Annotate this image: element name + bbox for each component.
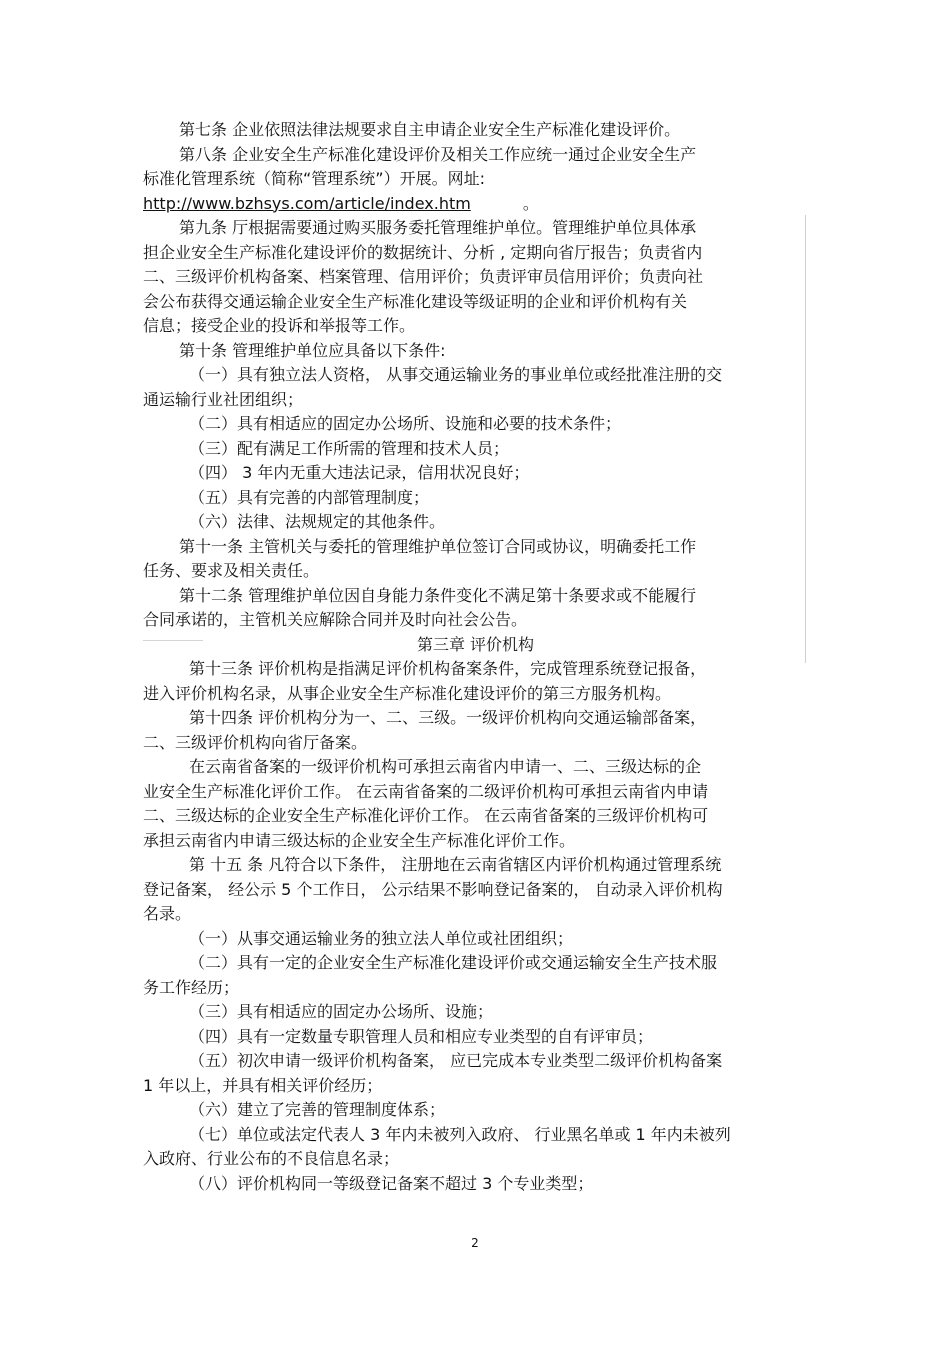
website-link[interactable]: http://www.bzhsys.com/article/index.htm — [143, 193, 471, 213]
text-line: （二）具有一定的企业安全生产标准化建设评价或交通运输安全生产技术服 — [189, 953, 718, 972]
text-line: （四） 3 年内无重大违法记录，信用状况良好； — [189, 463, 530, 482]
text-line: 务工作经历； — [143, 977, 240, 997]
text-line: （五）初次申请一级评价机构备案， 应已完成本专业类型二级评价机构备案 — [189, 1051, 723, 1070]
text-line: 第十条 管理维护单位应具备以下条件: — [179, 340, 446, 360]
text-line: （七）单位或法定代表人 3 年内未被列入政府、 行业黑名单或 1 年内未被列 — [189, 1124, 731, 1144]
text-line: 登记备案， 经公示 5 个工作日， 公示结果不影响登记备案的， 自动录入评价机构 — [143, 879, 723, 899]
text-line: （二）具有相适应的固定办公场所、设施和必要的技术条件； — [189, 414, 622, 433]
text-line: 二、三级评价机构向省厅备案。 — [143, 732, 368, 752]
text-line: （六）法律、法规规定的其他条件。 — [189, 512, 446, 531]
text-line: （三）配有满足工作所需的管理和技术人员； — [189, 438, 510, 458]
text-line: 信息；接受企业的投诉和举报等工作。 — [143, 316, 416, 335]
text-line: （三）具有相适应的固定办公场所、设施； — [189, 1002, 494, 1021]
text-line: 第 十五 条 凡符合以下条件， 注册地在云南省辖区内评价机构通过管理系统 — [189, 855, 722, 874]
document-body — [143, 118, 808, 1196]
text-line: 担企业安全生产标准化建设评价的数据统计、分析 , 定期向省厅报告；负责省内 — [143, 242, 703, 262]
link-suffix: 。 — [522, 193, 539, 213]
text-line: 1 年以上，并具有相关评价经历； — [143, 1075, 383, 1095]
text-line: 第十四条 评价机构分为一、二、三级。一级评价机构向交通运输部备案， — [189, 708, 707, 727]
text-line: （八）评价机构同一等级登记备案不超过 3 个专业类型； — [189, 1173, 594, 1193]
text-line: 第十三条 评价机构是指满足评价机构备案条件，完成管理系统登记报备， — [189, 659, 707, 678]
text-line: 二、三级达标的企业安全生产标准化评价工作。 在云南省备案的三级评价机构可 — [143, 806, 709, 825]
text-line: 入政府、行业公布的不良信息名录； — [143, 1149, 400, 1168]
text-line: 会公布获得交通运输企业安全生产标准化建设等级证明的企业和评价机构有关 — [143, 291, 688, 311]
text-line: 第十二条 管理维护单位因自身能力条件变化不满足第十条要求或不能履行 — [179, 585, 697, 605]
text-line: 标准化管理系统（简称“管理系统”）开展。网址: — [143, 169, 485, 188]
page-number: 2 — [471, 1236, 479, 1250]
text-line: 名录。 — [143, 904, 192, 923]
text-line: （五）具有完善的内部管理制度； — [189, 487, 430, 507]
text-line: 在云南省备案的一级评价机构可承担云南省内申请一、二、三级达标的企 — [189, 757, 702, 776]
horizontal-rule — [143, 640, 203, 641]
text-line: （一）具有独立法人资格， 从事交通运输业务的事业单位或经批准注册的交 — [189, 365, 723, 384]
text-line: （一）从事交通运输业务的独立法人单位或社团组织； — [189, 928, 574, 948]
vertical-rule — [805, 215, 806, 663]
text-line: 业安全生产标准化评价工作。 在云南省备案的二级评价机构可承担云南省内申请 — [143, 781, 709, 801]
text-line: 任务、要求及相关责任。 — [143, 561, 320, 580]
text-line: 通运输行业社团组织； — [143, 389, 304, 409]
text-line: 第八条 企业安全生产标准化建设评价及相关工作应统一通过企业安全生产 — [179, 144, 697, 164]
text-line: 第九条 厅根据需要通过购买服务委托管理维护单位。管理维护单位具体承 — [179, 218, 697, 237]
text-line — [143, 192, 808, 217]
text-line: 进入评价机构名录，从事企业安全生产标准化建设评价的第三方服务机构。 — [143, 683, 672, 703]
chapter-heading: 第三章 评价机构 — [416, 634, 535, 654]
text-line: （六）建立了完善的管理制度体系； — [189, 1100, 446, 1119]
text-line: 合同承诺的，主管机关应解除合同并及时向社会公告。 — [143, 610, 528, 629]
text-line: 第七条 企业依照法律法规要求自主申请企业安全生产标准化建设评价。 — [179, 120, 681, 139]
text-line: 承担云南省内申请三级达标的企业安全生产标准化评价工作。 — [143, 830, 576, 850]
text-line: 第十一条 主管机关与委托的管理维护单位签订合同或协议，明确委托工作 — [179, 536, 697, 556]
text-line: 二、三级评价机构备案、档案管理、信用评价；负责评审员信用评价；负责向社 — [143, 267, 704, 286]
text-line: （四）具有一定数量专职管理人员和相应专业类型的自有评审员； — [189, 1026, 654, 1046]
